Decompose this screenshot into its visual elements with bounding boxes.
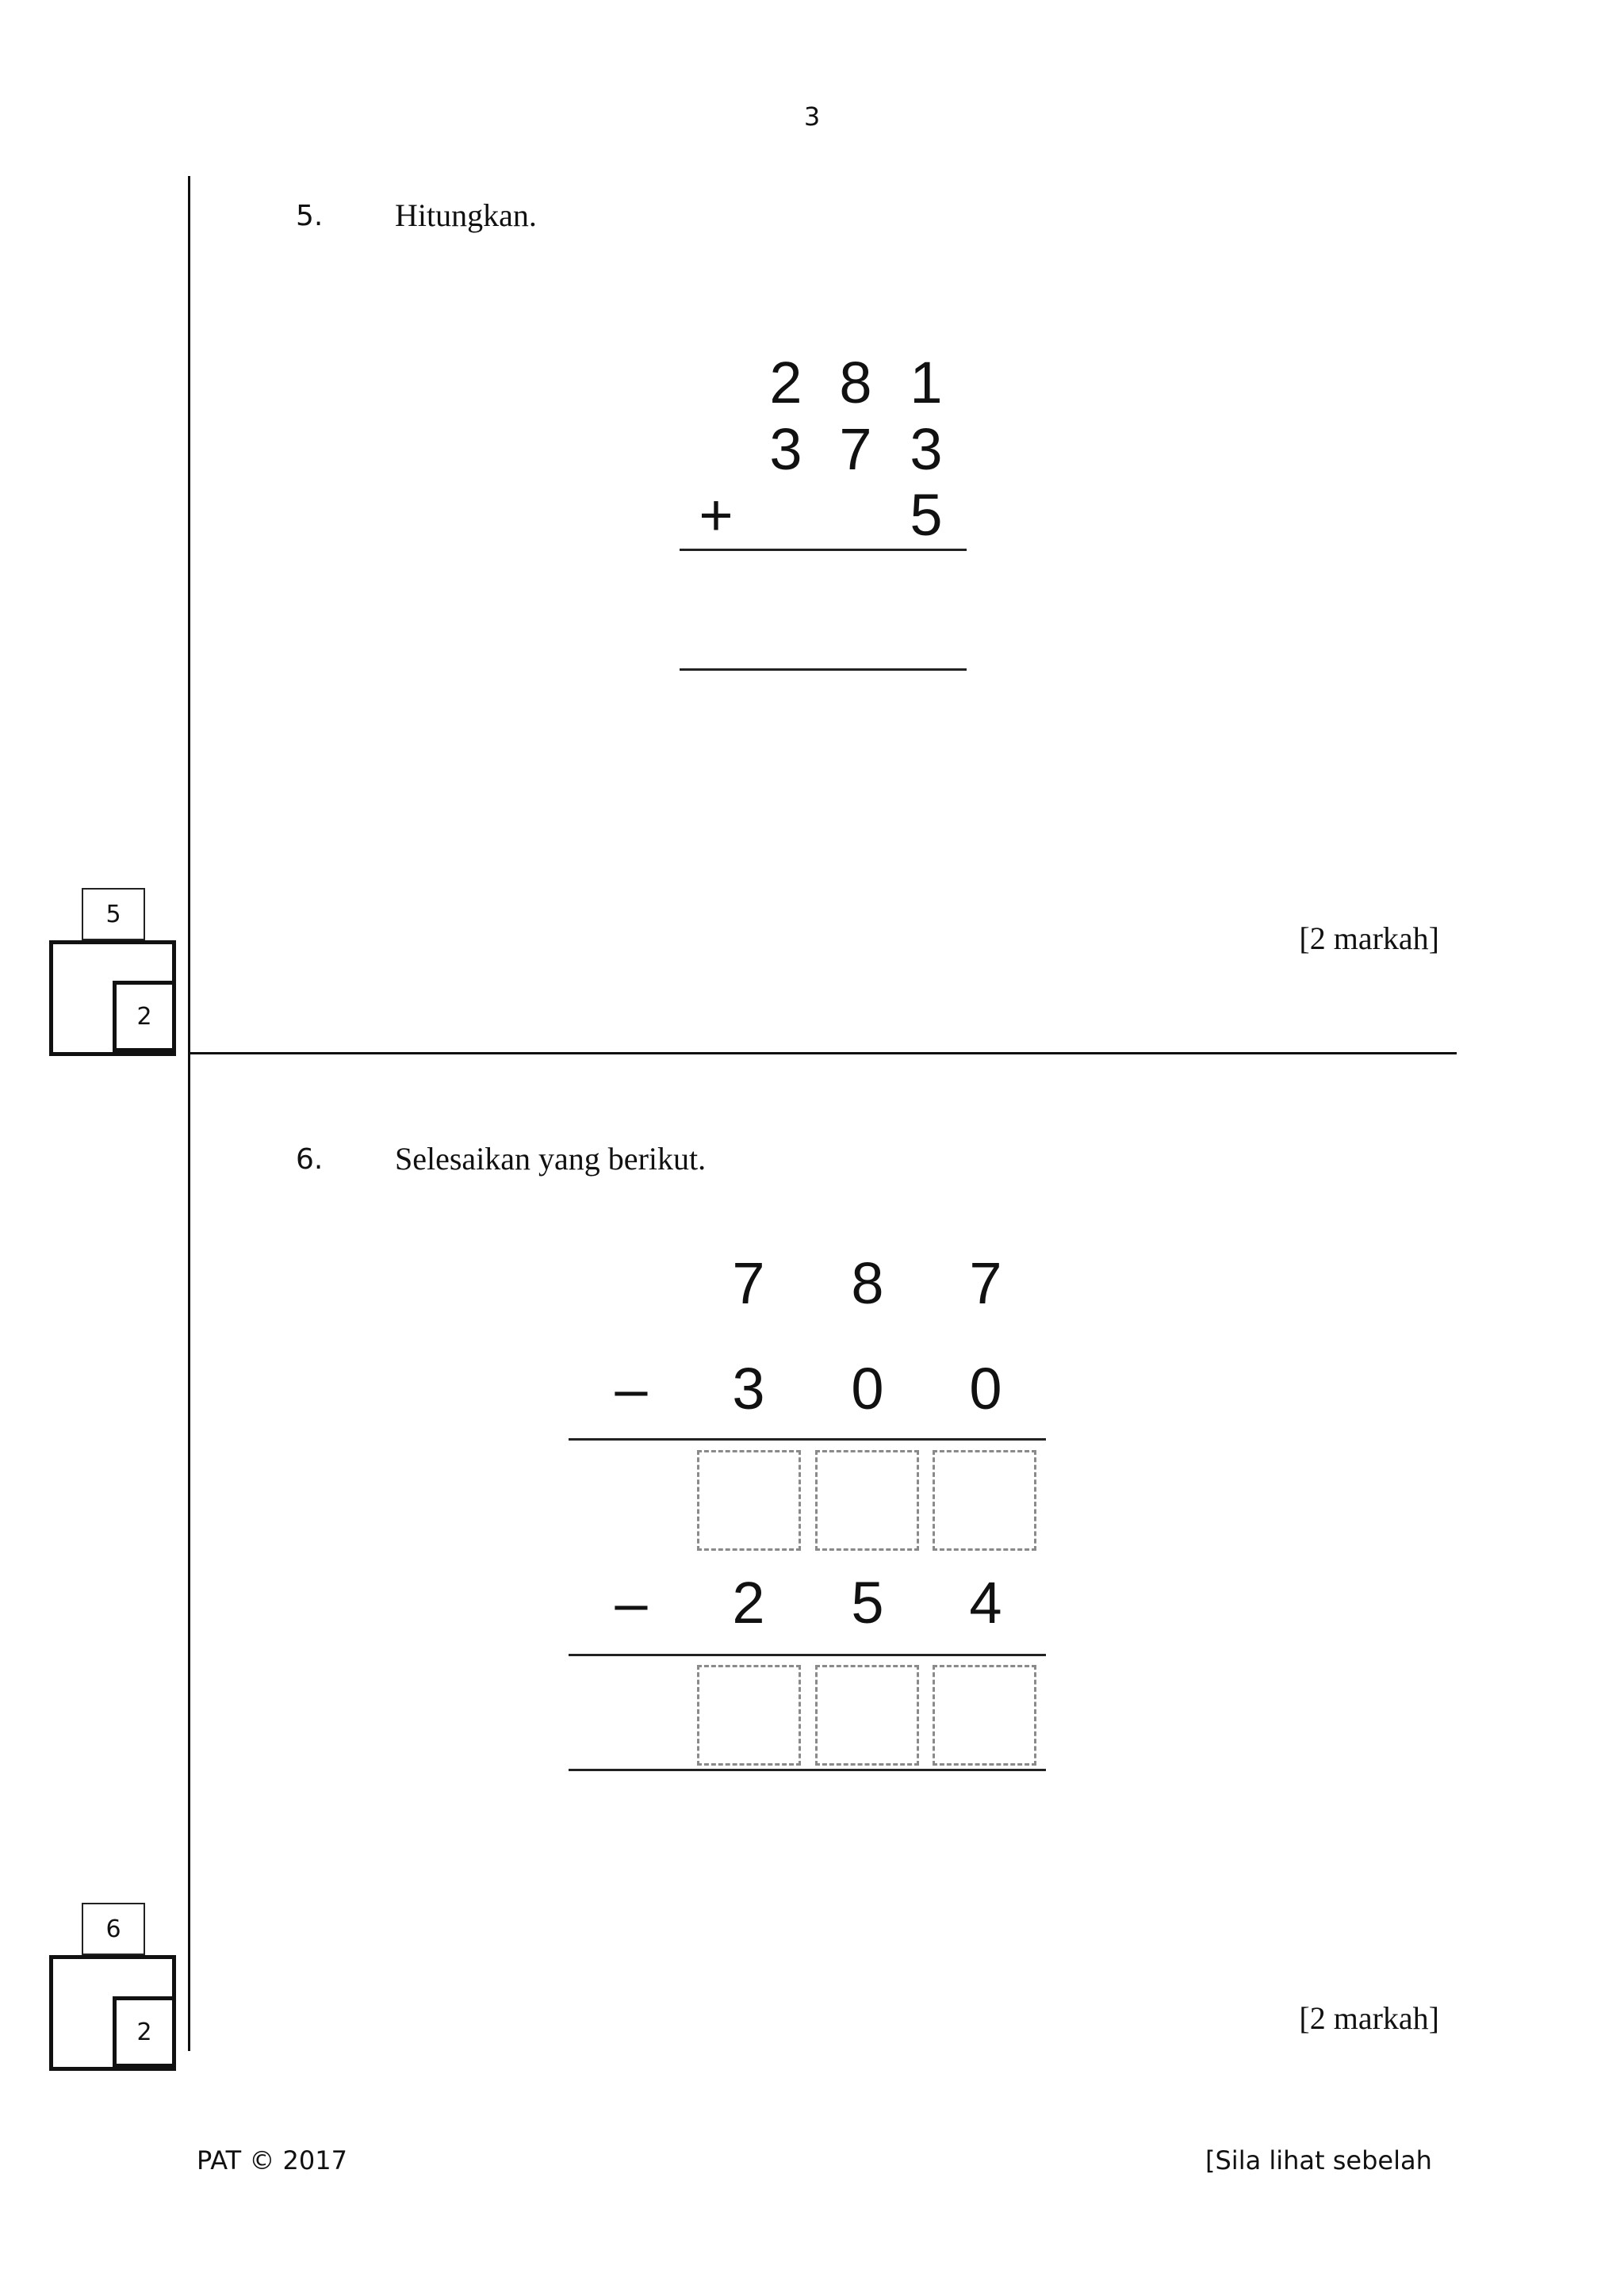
- question-5-text: Hitungkan.: [395, 197, 537, 233]
- q6-r3-hundreds: 2: [732, 1570, 765, 1636]
- q5-marks: [2 markah]: [1299, 920, 1439, 956]
- question-6-number: 6.: [296, 1143, 324, 1176]
- q5-r1-hundreds: 2: [769, 350, 802, 415]
- q6-r1-hundreds: 7: [732, 1250, 765, 1316]
- q6-answer-box-2-hundreds[interactable]: [697, 1665, 801, 1766]
- q6-r2-ones: 0: [969, 1356, 1002, 1422]
- q6-answer-box-2-ones[interactable]: [933, 1665, 1036, 1766]
- q6-r3-ones: 4: [969, 1570, 1002, 1636]
- q6-r1-ones: 7: [969, 1250, 1002, 1316]
- q6-answer-box-2-tens[interactable]: [815, 1665, 919, 1766]
- q5-r2-ones: 3: [910, 416, 943, 482]
- q6-marks: [2 markah]: [1299, 2000, 1439, 2036]
- q6-line-1: [569, 1438, 1046, 1441]
- q5-r1-ones: 1: [910, 350, 943, 415]
- q6-r1-tens: 8: [851, 1250, 884, 1316]
- q6-answer-box-1-ones[interactable]: [933, 1450, 1036, 1551]
- question-divider: [188, 1052, 1457, 1054]
- q5-score-question-number: 5: [82, 888, 145, 940]
- q6-r2-tens: 0: [851, 1356, 884, 1422]
- q5-r2-hundreds: 3: [769, 416, 802, 482]
- q5-r1-tens: 8: [839, 350, 872, 415]
- q5-answer-line[interactable]: [680, 668, 967, 671]
- question-6-text: Selesaikan yang berikut.: [395, 1141, 707, 1177]
- q6-score-max: 2: [113, 1996, 176, 2068]
- q6-minus-sign-1: –: [615, 1356, 648, 1422]
- q5-r2-tens: 7: [839, 416, 872, 482]
- q6-minus-sign-2: –: [615, 1570, 648, 1636]
- q6-answer-box-1-tens[interactable]: [815, 1450, 919, 1551]
- q5-score-max: 2: [113, 981, 176, 1052]
- q5-r3-ones: 5: [910, 482, 943, 548]
- q6-line-3: [569, 1769, 1046, 1771]
- q6-score-question-number: 6: [82, 1903, 145, 1955]
- q5-sum-line: [680, 549, 967, 551]
- q6-line-2: [569, 1654, 1046, 1656]
- q6-answer-box-1-hundreds[interactable]: [697, 1450, 801, 1551]
- footer-copyright: PAT © 2017: [197, 2145, 347, 2175]
- q6-r3-tens: 5: [851, 1570, 884, 1636]
- q6-r2-hundreds: 3: [732, 1356, 765, 1422]
- margin-rule: [188, 176, 190, 2051]
- question-5-number: 5.: [296, 200, 324, 232]
- q5-plus-sign: +: [699, 482, 733, 548]
- page-number: 3: [803, 101, 821, 132]
- footer-next-page: [Sila lihat sebelah: [1205, 2145, 1432, 2175]
